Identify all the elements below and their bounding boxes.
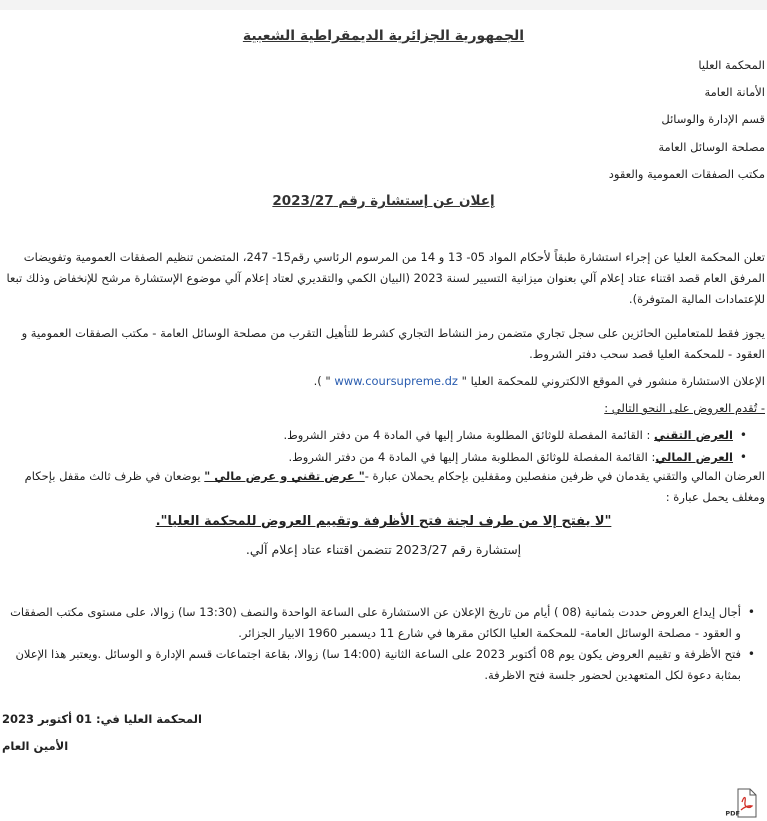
pdf-label: PDF <box>725 809 740 818</box>
deadlines-list <box>2 602 755 686</box>
pdf-file-icon[interactable] <box>725 788 758 818</box>
envelope-paragraph <box>2 466 765 508</box>
financial-offer-label: العرض المالي <box>655 450 733 464</box>
eligibility-paragraph: يجوز فقط للمتعاملين الحائزين على سجل تجاري متضمن رمز النشاط التجاري كشرط للتأهيل التقرب من مصلحة الوسائل العامة - مكتب الصفقات العمومية و العقود - للمحكمة العليا قصد سحب دفتر الشروط. <box>21 326 765 361</box>
signatory-title: الأمين العام <box>2 739 69 753</box>
publication-prefix: الإعلان الاستشارة منشور في الموقع الالكتروني للمحكمة العليا " <box>461 374 765 388</box>
envelope-label: " عرض تقني و عرض مالي " <box>204 469 365 483</box>
org-line-general-means-service: مصلحة الوسائل العامة <box>658 140 765 154</box>
republic-heading: الجمهورية الجزائرية الديمقراطية الشعبية <box>242 28 525 44</box>
intro-paragraph: تعلن المحكمة العليا عن إجراء استشارة طبقاً لأحكام المواد 05- 13 و 14 من المرسوم الرئاسي رقم15- 247، المتضمن تنظيم الصفقات العمومية وتفويضات المرفق العام قصد اقتناء عتاد إعلام آلي بعنوان ميزانية التسيير لسنة 2023 (البيان الكمي والتقديري لعتاد إعلام آلي موضوع الإستشارة مرشح للإنخفاض وذلك تبعا للإعتمادات المالية المتوفرة). <box>6 250 765 306</box>
technical-offer-text: : القائمة المفصلة للوثائق المطلوبة مشار إليها في المادة 4 من دفتر الشروط. <box>283 428 655 442</box>
list-item <box>2 446 747 468</box>
org-line-procurement-office: مكتب الصفقات العمومية والعقود <box>608 167 765 181</box>
offers-list <box>2 424 747 468</box>
org-line-supreme-court: المحكمة العليا <box>698 58 765 72</box>
list-item: • فتح الأظرفة و تقييم العروض يكون يوم 08 أكتوبر 2023 على الساعة الثانية (14:00 سا) زوالا، بقاعة اجتماعات قسم الإدارة و الوسائل .ويعتبر هذا الإعلان بمثابة دعوة لكل المتعهدين لحضور جلسة فتح الاظرفة. <box>2 644 755 686</box>
publication-suffix: " ). <box>313 374 331 388</box>
do-not-open-notice: "لا يفتح إلا من طرف لجنة فتح الأظرفة وتقييم العروض للمحكمة العليا". <box>155 514 612 529</box>
org-line-admin-department: قسم الإدارة والوسائل <box>661 112 765 126</box>
top-bar <box>0 0 767 10</box>
technical-offer-label: العرض التقني <box>654 428 733 442</box>
signature-date-line: المحكمة العليا في: 01 أكتوبر 2023 <box>2 712 202 726</box>
list-item: • أجال إيداع العروض حددت بثمانية (08 ) أيام من تاريخ الإعلان عن الاستشارة على الساعة الواحدة والنصف (13:30 سا) زوالا، على مستوى مكتب الصفقات و العقود - مصلحة الوسائل العامة- للمحكمة العليا الكائن مقرها في شارع 11 ديسمبر 1960 الابيار الجزائر. <box>2 602 755 644</box>
publication-paragraph <box>2 371 765 392</box>
envelope-prefix: العرضان المالي والتقني يقدمان في ظرفين منفصلين ومقفلين بإحكام يحملان عبارة - <box>364 469 765 483</box>
website-link[interactable]: www.coursupreme.dz <box>330 374 462 388</box>
list-item <box>2 424 747 446</box>
announcement-title: إعلان عن إستشارة رقم 2023/27 <box>272 193 495 209</box>
org-line-general-secretariat: الأمانة العامة <box>704 85 765 99</box>
document-page <box>0 10 767 817</box>
envelope-suffix: يوضعان في ظرف ثالث مقفل بإحكام ومغلف يحمل عبارة : <box>24 469 765 504</box>
financial-offer-text: : القائمة المفصلة للوثائق المطلوبة مشار إليها في المادة 4 من دفتر الشروط. <box>288 450 656 464</box>
consultation-line: إستشارة رقم 2023/27 تتضمن اقتناء عتاد إعلام آلي. <box>245 542 522 557</box>
offers-heading: - تُقدم العروض على النحو التالي : <box>604 401 765 415</box>
